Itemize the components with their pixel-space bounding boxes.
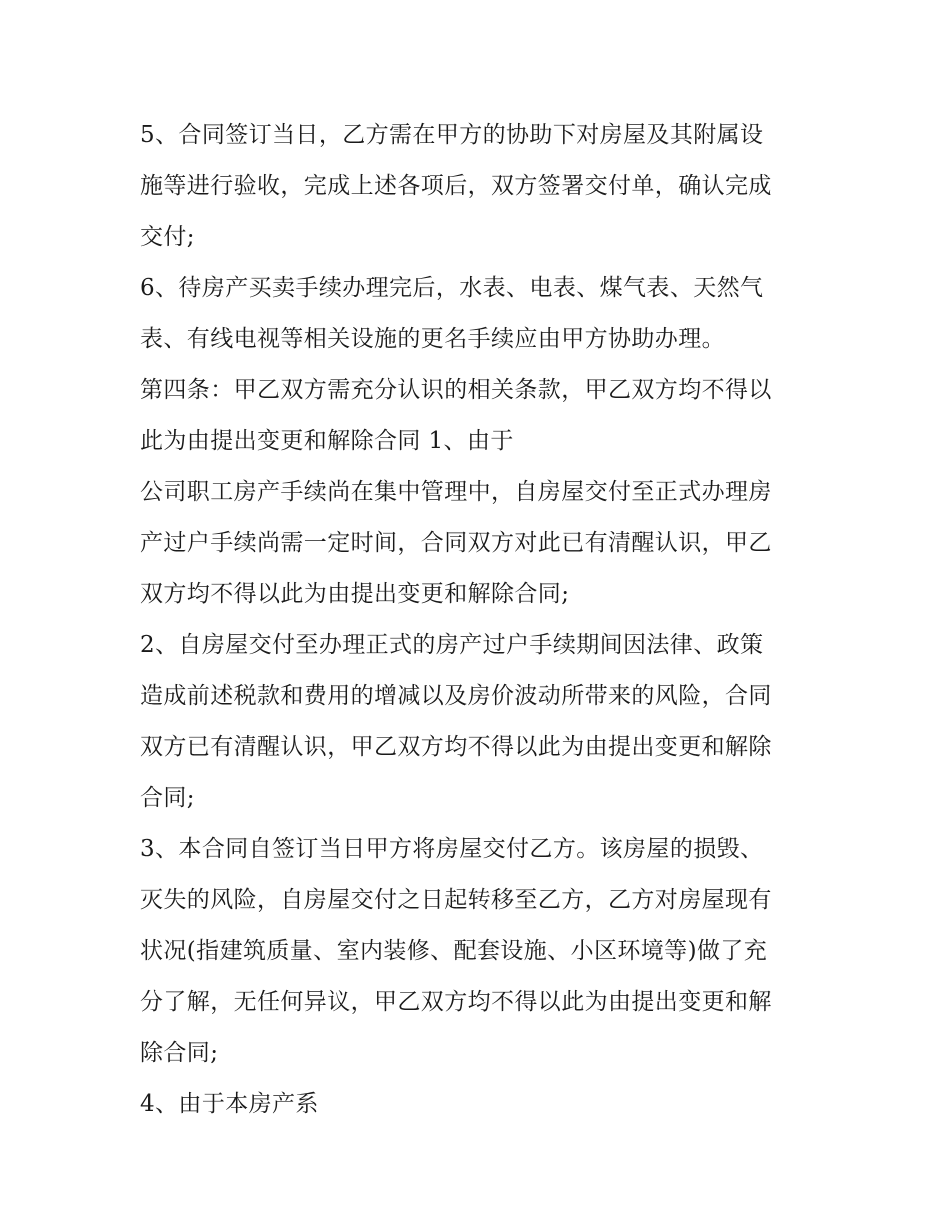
text-line: 双方均不得以此为由提出变更和解除合同; <box>140 581 570 607</box>
text-line: 此为由提出变更和解除合同 1、由于 <box>140 428 514 454</box>
text-line: 2、自房屋交付至办理正式的房产过户手续期间因法律、政策 <box>140 632 764 658</box>
text-line: 交付; <box>140 224 195 250</box>
document-body <box>140 110 820 1130</box>
text-line: 6、待房产买卖手续办理完后，水表、电表、煤气表、天然气 <box>140 275 764 301</box>
text-line: 状况(指建筑质量、室内装修、配套设施、小区环境等)做了充 <box>140 938 768 964</box>
text-line: 表、有线电视等相关设施的更名手续应由甲方协助办理。 <box>140 326 725 352</box>
text-line: 产过户手续尚需一定时间，合同双方对此已有清醒认识，甲乙 <box>140 530 772 556</box>
text-line: 分了解，无任何异议，甲乙双方均不得以此为由提出变更和解 <box>140 989 772 1015</box>
text-line: 造成前述税款和费用的增减以及房价波动所带来的风险，合同 <box>140 683 772 709</box>
text-line: 公司职工房产手续尚在集中管理中，自房屋交付至正式办理房 <box>140 479 772 505</box>
text-line: 4、由于本房产系 <box>140 1091 319 1117</box>
text-line: 合同; <box>140 785 195 811</box>
text-line: 5、合同签订当日，乙方需在甲方的协助下对房屋及其附属设 <box>140 122 764 148</box>
text-line: 除合同; <box>140 1040 219 1066</box>
text-line: 第四条：甲乙双方需充分认识的相关条款，甲乙双方均不得以 <box>140 377 772 403</box>
text-line: 施等进行验收，完成上述各项后，双方签署交付单，确认完成 <box>140 173 772 199</box>
text-line: 3、本合同自签订当日甲方将房屋交付乙方。该房屋的损毁、 <box>140 836 764 862</box>
text-line: 灭失的风险，自房屋交付之日起转移至乙方，乙方对房屋现有 <box>140 887 772 913</box>
text-line: 双方已有清醒认识，甲乙双方均不得以此为由提出变更和解除 <box>140 734 772 760</box>
